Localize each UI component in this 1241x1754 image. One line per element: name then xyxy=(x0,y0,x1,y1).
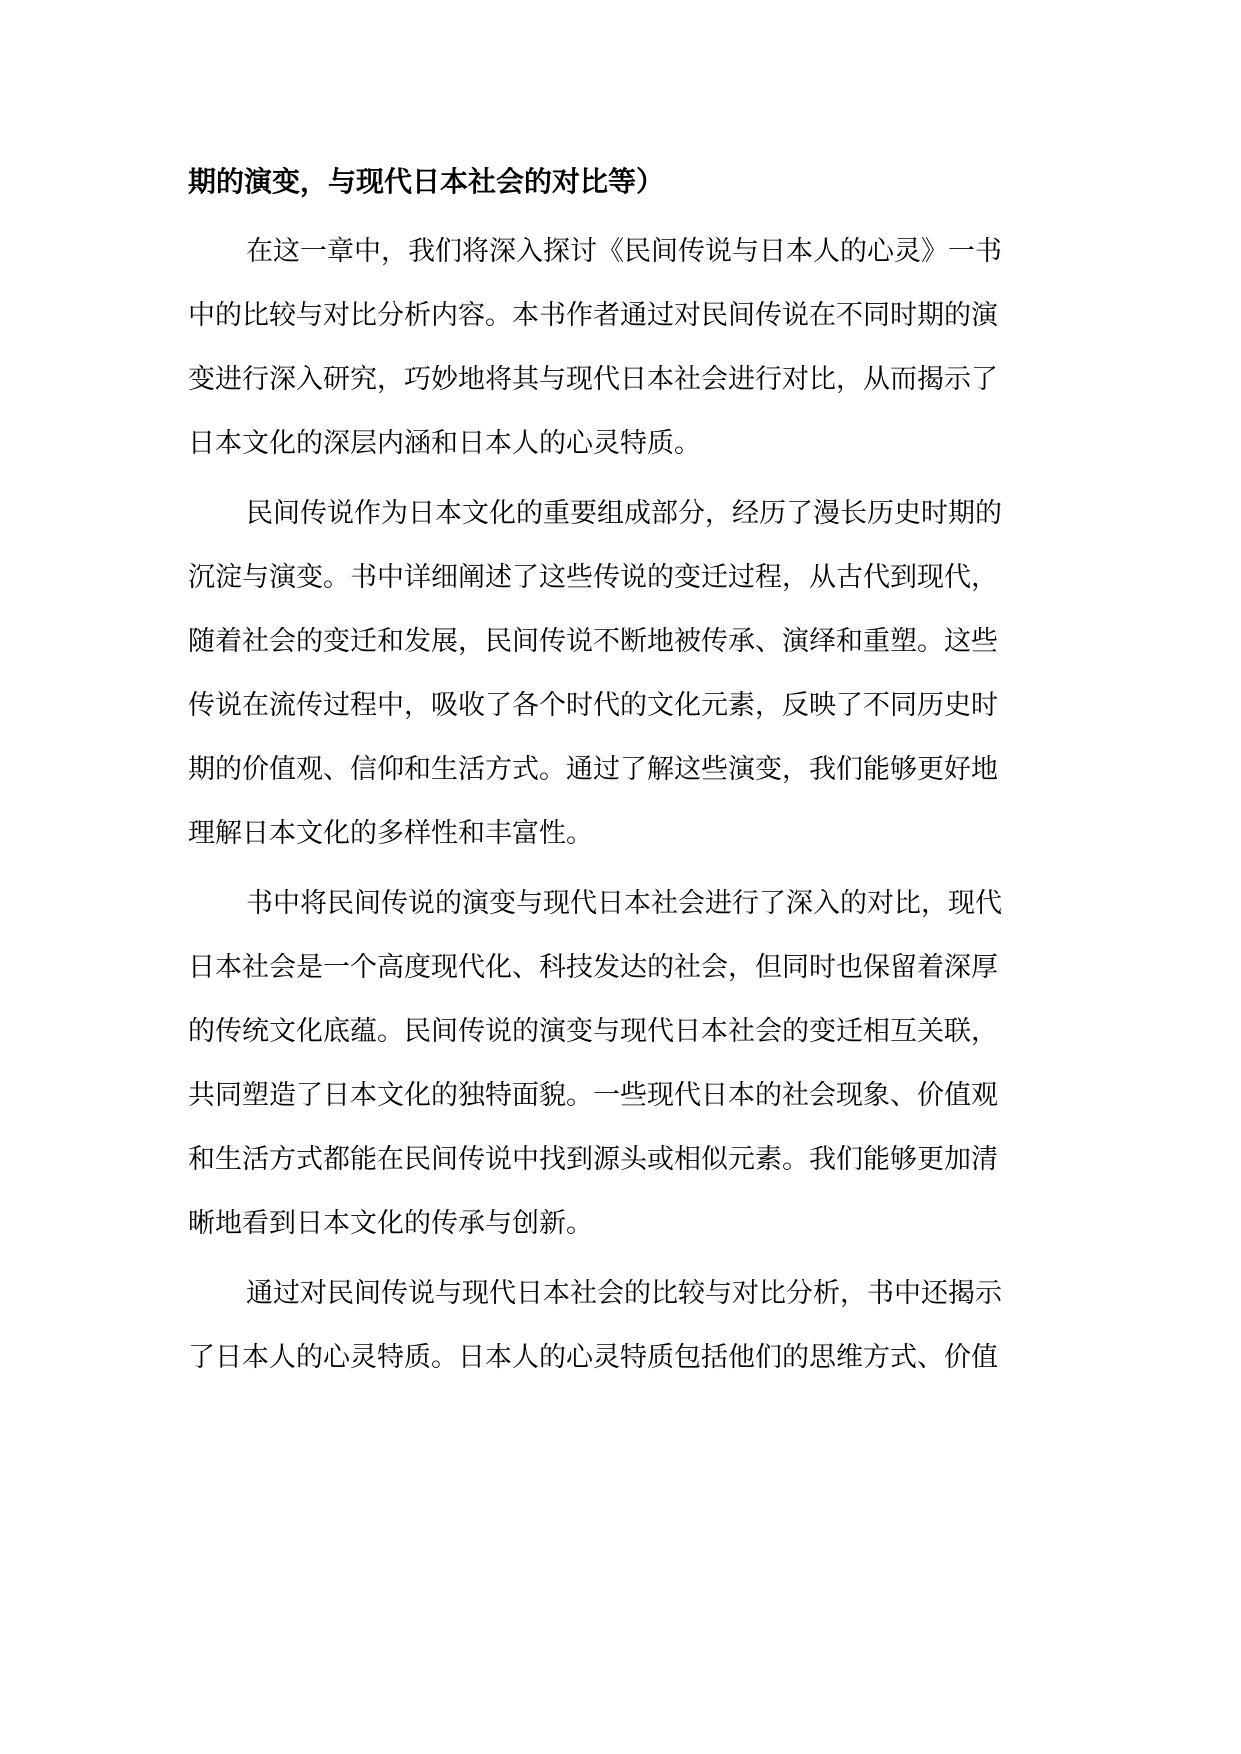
paragraph xyxy=(188,1262,1058,1390)
paragraph-line: 随着社会的变迁和发展，民间传说不断地被传承、演绎和重塑。这些 xyxy=(188,626,998,657)
paragraph-line: 书中将民间传说的演变与现代日本社会进行了深入的对比，现代 xyxy=(246,888,1002,919)
paragraph-line: 了日本人的心灵特质。日本人的心灵特质包括他们的思维方式、价值 xyxy=(188,1342,998,1373)
paragraph xyxy=(188,220,1058,476)
paragraph-line: 传说在流传过程中，吸收了各个时代的文化元素，反映了不同历史时 xyxy=(188,690,998,721)
paragraph-line: 沉淀与演变。书中详细阐述了这些传说的变迁过程，从古代到现代， xyxy=(188,562,998,593)
paragraph-line: 日本文化的深层内涵和日本人的心灵特质。 xyxy=(188,428,701,459)
paragraph-line: 共同塑造了日本文化的独特面貌。一些现代日本的社会现象、价值观 xyxy=(188,1080,998,1111)
paragraph-line: 晰地看到日本文化的传承与创新。 xyxy=(188,1208,593,1239)
paragraph-line: 通过对民间传说与现代日本社会的比较与对比分析，书中还揭示 xyxy=(246,1278,1002,1309)
paragraph-line: 理解日本文化的多样性和丰富性。 xyxy=(188,818,593,849)
paragraph-line: 民间传说作为日本文化的重要组成部分，经历了漫长历史时期的 xyxy=(246,498,1002,529)
document-body xyxy=(188,150,1058,1390)
paragraph-line: 和生活方式都能在民间传说中找到源头或相似元素。我们能够更加清 xyxy=(188,1144,998,1175)
section-heading: 期的演变，与现代日本社会的对比等） xyxy=(188,165,665,198)
paragraph-line: 日本社会是一个高度现代化、科技发达的社会，但同时也保留着深厚 xyxy=(188,952,998,983)
paragraph-line: 变进行深入研究，巧妙地将其与现代日本社会进行对比，从而揭示了 xyxy=(188,364,998,395)
paragraph-line: 的传统文化底蕴。民间传说的演变与现代日本社会的变迁相互关联， xyxy=(188,1016,998,1047)
paragraph xyxy=(188,872,1058,1256)
paragraph-line: 在这一章中，我们将深入探讨《民间传说与日本人的心灵》一书 xyxy=(246,236,1002,267)
paragraph-line: 期的价值观、信仰和生活方式。通过了解这些演变，我们能够更好地 xyxy=(188,754,998,785)
paragraph xyxy=(188,482,1058,866)
paragraph-line: 中的比较与对比分析内容。本书作者通过对民间传说在不同时期的演 xyxy=(188,300,998,331)
